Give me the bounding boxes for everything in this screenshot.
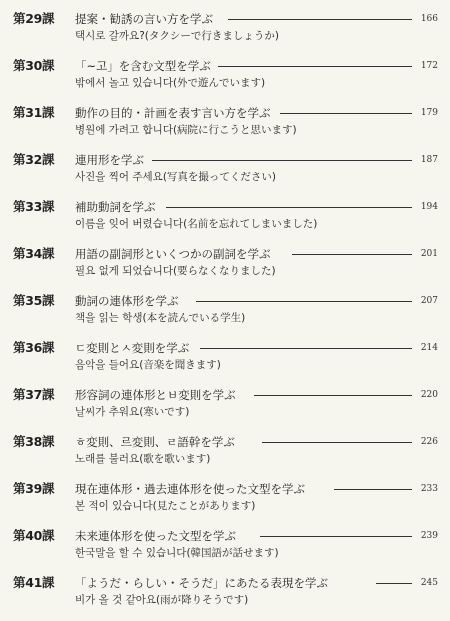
lesson-title: 提案・勧誘の言い方を学ぶ	[75, 10, 216, 28]
lesson-number: 第29課	[13, 11, 55, 26]
lesson-number: 第40課	[13, 528, 55, 543]
dot-leader	[260, 536, 412, 537]
toc-entry-34	[0, 245, 450, 291]
lesson-title: 動作の目的・計画を表す言い方を学ぶ	[75, 104, 274, 122]
example-sentence: 음악을 들어요(音楽を聞きます)	[75, 359, 221, 371]
toc-entry-29	[0, 10, 450, 56]
example-sentence: 병원에 가려고 합니다(病院に行こうと思います)	[75, 124, 297, 136]
example-sentence: 밖에서 놀고 있습니다(外で遊んでいます)	[75, 77, 266, 89]
dot-leader	[254, 395, 412, 396]
lesson-number: 第30課	[13, 58, 55, 73]
example-sentence: 택시로 갈까요?(タクシーで行きましょうか)	[75, 30, 279, 42]
dot-leader	[376, 583, 412, 584]
example-sentence: 한국말을 할 수 있습니다(韓国語が話せます)	[75, 547, 279, 559]
dot-leader	[228, 19, 412, 20]
lesson-number: 第33課	[13, 199, 55, 214]
lesson-title: 連用形を学ぶ	[75, 151, 147, 169]
lesson-title: 「~고」を含む文型を学ぶ	[75, 57, 214, 75]
dot-leader	[196, 301, 412, 302]
page-number: 226	[420, 437, 438, 447]
lesson-title: 現在連体形・過去連体形を使った文型を学ぶ	[75, 480, 308, 498]
lesson-title: 形容詞の連体形とㅂ変則を学ぶ	[75, 386, 239, 404]
toc-entry-39	[0, 480, 450, 526]
lesson-title: 未来連体形を使った文型を学ぶ	[75, 527, 239, 545]
dot-leader	[218, 66, 412, 67]
lesson-number: 第31課	[13, 105, 55, 120]
lesson-title: 補助動詞を学ぶ	[75, 198, 159, 216]
example-sentence: 사진을 찍어 주세요(写真を撮ってください)	[75, 171, 277, 183]
example-sentence: 이름을 잊어 버렸습니다(名前を忘れてしまいました)	[75, 218, 318, 230]
dot-leader	[262, 442, 412, 443]
toc-entry-35	[0, 292, 450, 338]
toc-entry-30	[0, 57, 450, 103]
toc-entry-33	[0, 198, 450, 244]
toc-entry-36	[0, 339, 450, 385]
page-number: 207	[420, 296, 438, 306]
toc-entry-41	[0, 574, 450, 620]
toc-entry-37	[0, 386, 450, 432]
lesson-number: 第35課	[13, 293, 55, 308]
lesson-title: 用語の副詞形といくつかの副詞を学ぶ	[75, 245, 274, 263]
page-number: 201	[420, 249, 438, 259]
dot-leader	[334, 489, 412, 490]
page-number: 166	[420, 14, 438, 24]
example-sentence: 노래를 불러요(歌を歌います)	[75, 453, 211, 465]
lesson-title: 動詞の連体形を学ぶ	[75, 292, 182, 310]
dot-leader	[280, 113, 412, 114]
page-number: 214	[420, 343, 438, 353]
lesson-number: 第37課	[13, 387, 55, 402]
page-number: 172	[420, 61, 438, 71]
example-sentence: 본 적이 있습니다(見たことがあります)	[75, 500, 256, 512]
example-sentence: 책을 읽는 학생(本を読んでいる学生)	[75, 312, 246, 324]
dot-leader	[166, 207, 412, 208]
page-number: 239	[420, 531, 438, 541]
toc-entry-40	[0, 527, 450, 573]
lesson-title: ㅎ変則、르変則、ㄹ語幹を学ぶ	[75, 433, 238, 451]
toc-entry-32	[0, 151, 450, 197]
page-number: 179	[420, 108, 438, 118]
toc-entry-38	[0, 433, 450, 479]
page-number: 194	[420, 202, 438, 212]
dot-leader	[292, 254, 412, 255]
dot-leader	[152, 160, 412, 161]
example-sentence: 날씨가 추워요(寒いです)	[75, 406, 190, 418]
lesson-title: ㄷ変則とㅅ変則を学ぶ	[75, 339, 192, 357]
lesson-number: 第38課	[13, 434, 55, 449]
lesson-number: 第32課	[13, 152, 55, 167]
example-sentence: 비가 올 것 같아요(雨が降りそうです)	[75, 594, 249, 606]
dot-leader	[200, 348, 412, 349]
page-number: 220	[420, 390, 438, 400]
page-number: 187	[420, 155, 438, 165]
page-number: 245	[420, 578, 438, 588]
toc-entry-31	[0, 104, 450, 150]
lesson-title: 「ようだ・らしい・そうだ」にあたる表現を学ぶ	[75, 574, 331, 592]
lesson-number: 第39課	[13, 481, 55, 496]
page-number: 233	[420, 484, 438, 494]
lesson-number: 第41課	[13, 575, 55, 590]
lesson-number: 第34課	[13, 246, 55, 261]
lesson-number: 第36課	[13, 340, 55, 355]
example-sentence: 필요 없게 되었습니다(要らなくなりました)	[75, 265, 276, 277]
